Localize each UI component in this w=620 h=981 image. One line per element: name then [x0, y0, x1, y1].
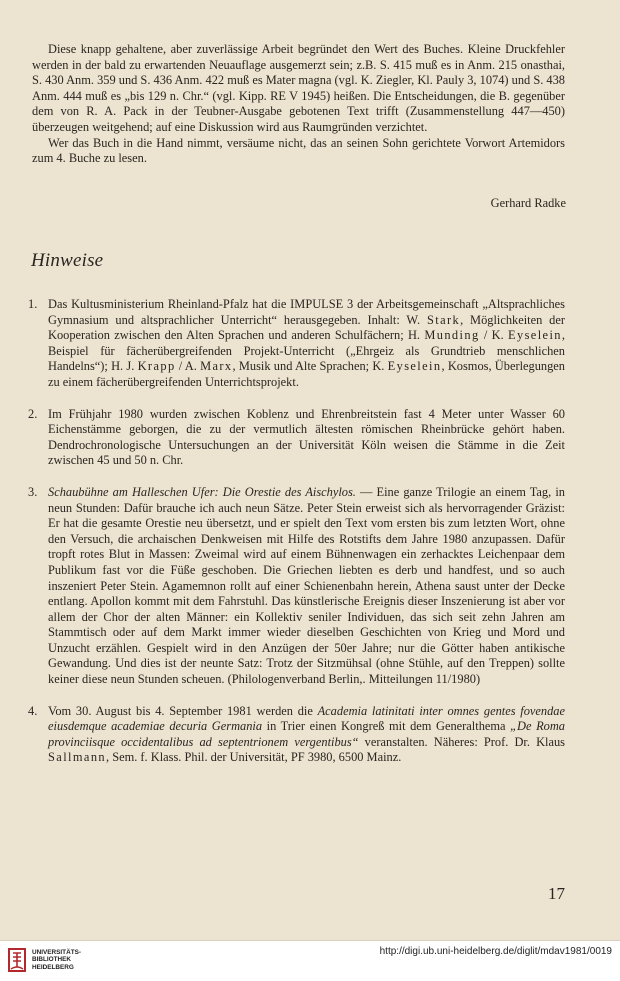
person-name: Eyselein	[387, 359, 442, 374]
note-text: , Möglichkeiten der Kooperation zwischen den Alten Sprachen und anderen Schulfächern; H.	[48, 312, 565, 343]
library-name-line: UNIVERSITÄTS-	[32, 949, 81, 957]
list-item-number: 4.	[28, 703, 38, 718]
note-text: Das Kultusministerium Rheinland-Pfalz hat die IMPULSE 3 der Arbeitsgemeinschaft „Altsprachliches Gymnasium und altsprachlicher Unterricht“ herausgegeben. Inhalt: W.	[48, 297, 565, 327]
library-name	[32, 949, 81, 971]
list-item-number: 3.	[28, 484, 38, 499]
page-number: 17	[548, 884, 565, 903]
person-name: Marx	[200, 359, 233, 374]
note-text: Vom 30. August bis 4. September 1981 werden die	[48, 703, 318, 718]
note-text: , Musik und Alte Sprachen; K.	[232, 359, 388, 374]
note-text: veranstalten. Näheres: Prof. Dr. Klaus	[358, 734, 565, 749]
list-item	[28, 485, 565, 688]
person-name: Eyselein	[508, 328, 562, 343]
note-text: / A.	[175, 359, 201, 374]
person-name: Stark	[426, 312, 461, 327]
review-author: Gerhard Radke	[490, 196, 566, 210]
list-item-number: 1.	[28, 297, 38, 311]
person-name: Munding	[424, 328, 480, 343]
note-text: Im Frühjahr 1980 wurden zwischen Koblenz und Ehrenbreitstein fast 4 Meter unter Wasser 60 Eichenstämme geborgen, die zu der vermutlich ältesten römischen Rheinbrücke gehört haben. Dendrochronologische Untersuchungen an der Universität Köln weisen die Stämme in die Zeit zwischen 45 und 50 n. Chr.	[48, 406, 565, 468]
note-title: Schaubühne am Halleschen Ufer: Die Orestie des Aischylos.	[48, 484, 356, 499]
library-name-line: HEIDELBERG	[32, 963, 74, 971]
review-paragraph: Wer das Buch in die Hand nimmt, versäume nicht, das an seinen Sohn gerichtete Vorwort Artemidors zum 4. Buche zu lesen.	[32, 135, 565, 166]
section-title: Hinweise	[31, 250, 104, 271]
note-text: in Trier einen Kongreß mit dem Generalthema	[262, 719, 511, 734]
library-logo[interactable]	[6, 946, 81, 974]
person-name: Sallmann	[48, 750, 107, 765]
footer-bar	[0, 940, 620, 981]
list-item-number: 2.	[28, 406, 38, 421]
notes-list	[28, 297, 565, 782]
review-paragraph: Diese knapp gehaltene, aber zuverlässige Arbeit begründet den Wert des Buches. Kleine Druckfehler werden in der bald zu erwartenden Neuauflage ausgemerzt sein; z.B. S. 415 muß es in Anm. 215 onasthai, S. 430 Anm. 359 und S. 436 Anm. 422 muß es Mater magna (vgl. K. Ziegler, Kl. Pauly 3, 1074) und S. 438 Anm. 444 muß es „bis 129 n. Chr.“ (vgl. Kipp. RE V 1945) heißen. Die Entscheidungen, die B. gegenüber dem von R. A. Pack in der Teubner-Ausgabe gebotenen Text trifft (Zusammenstellung 447—450) überzeugen weitgehend; auf eine Diskussion wird aus Raumgründen verzichtet.	[32, 42, 565, 134]
note-text: , Kosmos, Überlegungen zu einem fächerübergreifenden Unterrichtsprojekt.	[48, 359, 565, 389]
list-item	[28, 704, 565, 766]
review-text	[32, 42, 565, 167]
note-text: — Eine ganze Trilogie an einem Tag, in neun Stunden: Dafür brauche ich auch neun Sätze. Peter Stein erweist sich als hervorragender Gräzist: Er hat die gesamte Orestie neu übersetzt, und er spielt den Text vom ersten bis zum letzten Wort, ohne den Versuch, die archaischen Denkweisen mit Hilfe des Rotstifts dem Jahre 1980 anzupassen. Dafür tropft rotes Blut in Massen: Zweimal wird auf einem Bühnenwagen ein zerhacktes Leichenpaar dem Publikum fast vor die Füße geschoben. Die Griechen liebten es derb und handfest, und so auch inszeniert Peter Stein. Agamemnon rollt auf einer Schienenbahn herein, Athena saust unter der Decke entlang. Apollon kommt mit dem Fahrstuhl. Das künstlerische Ereignis dieser Inszenierung ist aber vor allem der Chor der alten Männer: ein Kollektiv seniler Individuen, das sich seit zehn Jahren am Stammtisch oder auf dem Markt immer wieder dieselben Geschichten von Krieg und Mord und Unzucht erzählen. Gespielt wird in den Anzügen der 50er Jahre; nur die Götter haben antikische Gewandung. Und dies ist der neunte Satz: Trotz der Sitzmühsal (ohne Stühle, auf den Treppen) sollte keiner diese neun Stunden scheuen. (Philologenverband Berlin,. Mitteilungen 11/1980)	[48, 484, 565, 687]
person-name: Krapp	[137, 359, 176, 374]
source-url-link[interactable]: http://digi.ub.uni-heidelberg.de/diglit/mdav1981/0019	[379, 946, 612, 957]
list-item	[28, 297, 565, 391]
note-text: / K.	[479, 328, 509, 343]
library-name-line: BIBLIOTHEK	[32, 956, 72, 964]
list-item	[28, 407, 565, 469]
note-text: , Beispiel für fächerübergreifenden Projekt-Unterricht („Ehrgeiz als Grundtrieb menschlichen Handelns“); H. J.	[48, 328, 565, 374]
note-text: , Sem. f. Klass. Phil. der Universität, PF 3980, 6500 Mainz.	[106, 750, 402, 765]
university-seal-icon	[6, 946, 28, 974]
note-italic: „De Roma provinciisque occidentalibus ad septentrionem vergentibus“	[48, 719, 565, 749]
note-italic: Academia latinitati inter omnes gentes fovendae eiusdemque academiae decuria Germania	[48, 703, 565, 734]
